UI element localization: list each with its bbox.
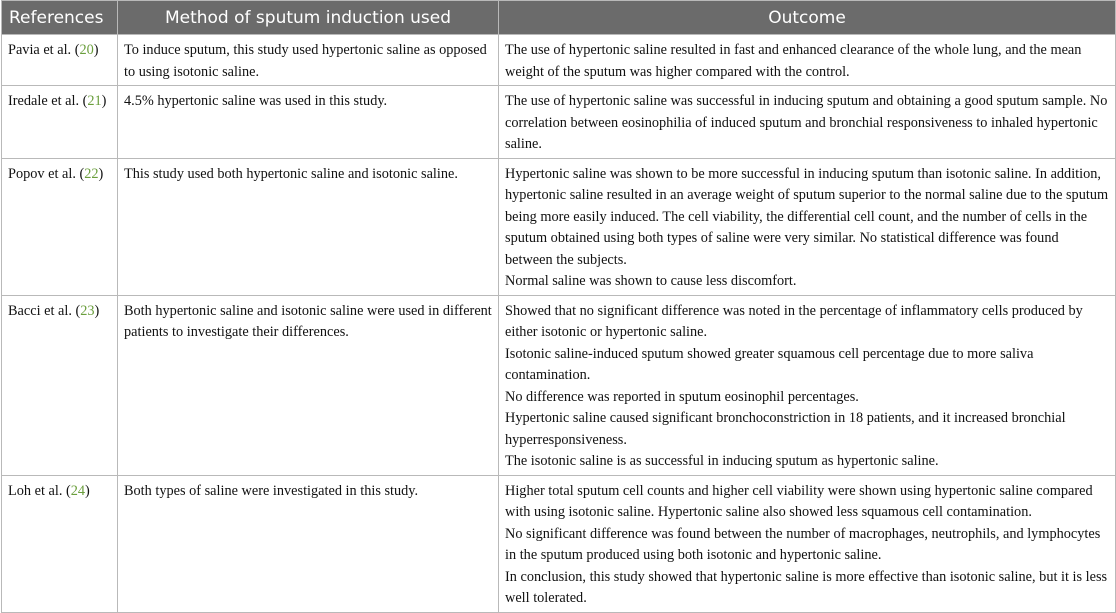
method-cell: Both hypertonic saline and isotonic saline were used in different patients to investigate their differences.: [118, 295, 499, 475]
outcome-cell: [499, 475, 1116, 612]
header-references: References: [2, 1, 118, 35]
comparison-table: [1, 0, 1116, 613]
citation-link[interactable]: 24: [70, 482, 86, 499]
outcome-paragraph: The isotonic saline is as successful in inducing sputum as hypertonic saline.: [505, 453, 939, 469]
outcome-paragraph: Hypertonic saline caused significant bronchoconstriction in 18 patients, and it increased bronchial hyperresponsiveness.: [505, 410, 1066, 448]
outcome-paragraph: Isotonic saline-induced sputum showed greater squamous cell percentage due to more saliva contamination.: [505, 345, 1034, 383]
outcome-paragraph: Showed that no significant difference was noted in the percentage of inflammatory cells produced by either isotonic or hypertonic saline.: [505, 302, 1083, 340]
outcome-paragraph: Higher total sputum cell counts and higher cell viability were shown using hypertonic saline compared with using isotonic saline. Hypertonic saline also showed less squamous cell contamination.: [505, 482, 1093, 520]
method-cell: This study used both hypertonic saline and isotonic saline.: [118, 158, 499, 295]
outcome-paragraph: No significant difference was found between the number of macrophages, neutrophils, and lymphocytes in the sputum produced using both isotonic and hypertonic saline.: [505, 525, 1101, 563]
outcome-paragraph: In conclusion, this study showed that hypertonic saline is more effective than isotonic saline, but it is less well tolerated.: [505, 568, 1108, 606]
reference-cell: [2, 475, 118, 612]
citation-link[interactable]: 20: [79, 42, 94, 58]
reference-cell: [2, 158, 118, 295]
table-row: [2, 86, 1116, 159]
outcome-cell: [499, 295, 1116, 475]
reference-text: Loh et al. (: [8, 482, 71, 499]
reference-cell: [2, 35, 118, 86]
reference-close: ): [98, 165, 104, 182]
method-cell: To induce sputum, this study used hypertonic saline as opposed to using isotonic saline.: [118, 35, 499, 86]
outcome-paragraph: Normal saline was shown to cause less discomfort.: [505, 273, 797, 289]
table-row: [2, 295, 1116, 475]
citation-link[interactable]: 22: [84, 165, 99, 182]
reference-text: Pavia et al. (: [8, 42, 80, 58]
reference-close: ): [93, 42, 99, 58]
header-method: Method of sputum induction used: [118, 1, 499, 35]
table-row: [2, 158, 1116, 295]
reference-text: Iredale et al. (: [8, 93, 88, 109]
outcome-cell: [499, 158, 1116, 295]
table-row: [2, 475, 1116, 612]
method-cell: 4.5% hypertonic saline was used in this study.: [118, 86, 499, 159]
outcome-paragraph: The use of hypertonic saline resulted in fast and enhanced clearance of the whole lung, and the mean weight of the sputum was higher compared with the control.: [505, 42, 1082, 80]
header-outcome: Outcome: [499, 1, 1116, 35]
reference-cell: [2, 295, 118, 475]
header-row: [2, 1, 1116, 35]
citation-link[interactable]: 23: [80, 302, 95, 319]
outcome-cell: [499, 86, 1116, 159]
reference-close: ): [94, 302, 100, 319]
outcome-paragraph: No difference was reported in sputum eosinophil percentages.: [505, 388, 859, 405]
outcome-paragraph: Hypertonic saline was shown to be more successful in inducing sputum than isotonic saline. In addition, hypertonic saline resulted in an average weight of sputum superior to the normal saline due to the sputum being more easily induced. The cell viability, the differential cell count, and the number of cells in the sputum obtained using both types of saline were very similar. No statistical difference was found between the subjects.: [505, 165, 1109, 268]
reference-close: ): [85, 482, 90, 499]
outcome-paragraph: The use of hypertonic saline was successful in inducing sputum and obtaining a good sputum sample. No correlation between eosinophilia of induced sputum and bronchial responsiveness to inhaled hypertonic saline.: [505, 93, 1108, 152]
reference-close: ): [101, 93, 107, 109]
table-body: [2, 35, 1116, 613]
table-row: [2, 35, 1116, 86]
reference-cell: [2, 86, 118, 159]
citation-link[interactable]: 21: [87, 93, 102, 109]
outcome-cell: [499, 35, 1116, 86]
reference-text: Popov et al. (: [8, 165, 85, 182]
method-cell: Both types of saline were investigated in this study.: [118, 475, 499, 612]
reference-text: Bacci et al. (: [8, 302, 81, 319]
